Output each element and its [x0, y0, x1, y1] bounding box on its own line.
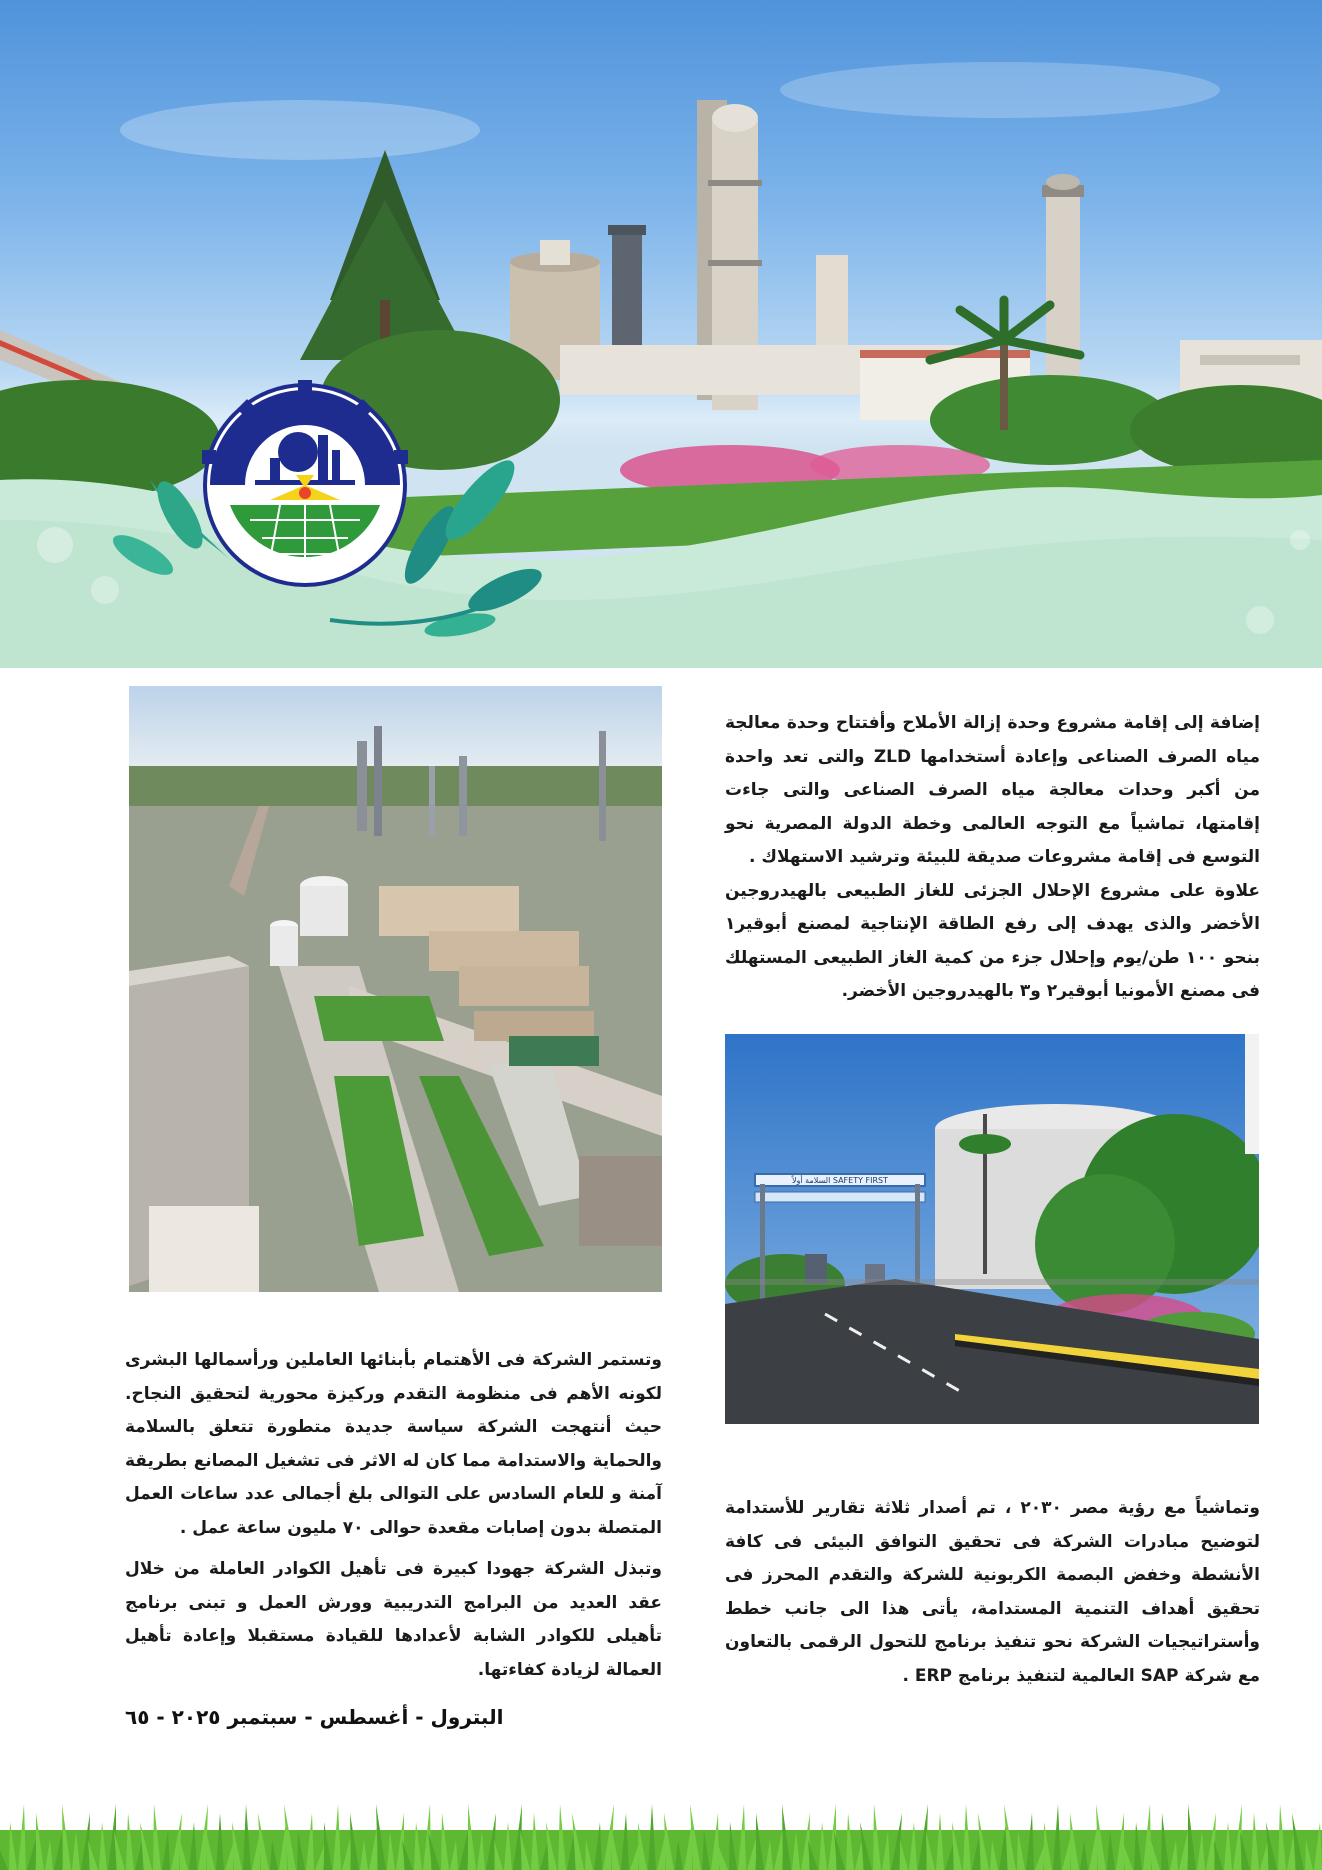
gate-banner-text: السلامة أولاً SAFETY FIRST [791, 1176, 889, 1185]
company-logo [200, 380, 410, 590]
grass-border [0, 1780, 1322, 1870]
aerial-plant-photo [129, 686, 662, 1292]
article-column-right-top [725, 707, 1260, 1009]
article-paragraph: وتماشياً مع رؤية مصر ٢٠٣٠ ، تم أصدار ثلاثة تقارير للأستدامة لتوضيح مبادرات الشركة فى تحقيق التوافق البيئى فى كافة الأنشطة وخفض البصمة الكربونية للشركة والتقدم المحرز فى تحقيق أهداف التنمية المستدامة، يأتى هذا الى جانب خطط وأستراتيجيات الشركة نحو تنفيذ برنامج للتحول الرقمى بالتعاون مع شركة SAP العالمية لتنفيذ برنامج ERP . [725, 1498, 1260, 1686]
plant-illustration [0, 0, 1322, 676]
article-column-right-bottom [725, 1492, 1260, 1693]
article-paragraph: وتستمر الشركة فى الأهتمام بأبنائها العاملين ورأسمالها البشرى لكونه الأهم فى منظومة التقدم وركيزة محورية لتحقيق النجاح. حيث أنتهجت الشركة سياسة جديدة متطورة تتعلق بالسلامة والحماية والاستدامة مما كان له الاثر فى تشغيل المصانع بطريقة آمنة و للعام السادس على التوالى بلغ أجمالى عدد ساعات العمل المتصلة بدون إصابات مقعدة حوالى ٧٠ مليون ساعة عمل . [125, 1350, 662, 1538]
article-column-left [125, 1344, 662, 1687]
plant-gate-photo [725, 1034, 1259, 1424]
page-footer: البترول - أغسطس - سبتمبر ٢٠٢٥ - ٦٥ [125, 1705, 504, 1729]
article-paragraph: علاوة على مشروع الإحلال الجزئى للغاز الطبيعى بالهيدروجين الأخضر والذى يهدف إلى رفع الطاقة الإنتاجية لمصنع أبوقير١ بنحو ١٠٠ طن/يوم وإحلال جزء من كمية الغاز الطبيعى المستهلك فى مصنع الأمونيا أبوقير٢ و٣ بالهيدروجين الأخضر. [725, 880, 1260, 1001]
article-paragraph: إضافة إلى إقامة مشروع وحدة إزالة الأملاح وأفتتاح وحدة معالجة مياه الصرف الصناعى وإعادة أستخدامها ZLD والتى تعد واحدة من أكبر وحدات معالجة مياه الصرف الصناعى والتى جاءت إقامتها، تماشياً مع التوجه العالمى وخطة الدولة المصرية نحو التوسع فى إقامة مشروعات صديقة للبيئة وترشيد الاستهلاك . [725, 713, 1260, 867]
hero-banner [0, 0, 1322, 676]
article-paragraph: وتبذل الشركة جهودا كبيرة فى تأهيل الكوادر العاملة من خلال عقد العديد من البرامج التدريبية وورش العمل و تبنى برنامج تأهيلى للكوادر الشابة لأعدادها للقيادة مستقبلا وإعادة تأهيل العمالة لزيادة كفاءتها. [125, 1559, 662, 1680]
